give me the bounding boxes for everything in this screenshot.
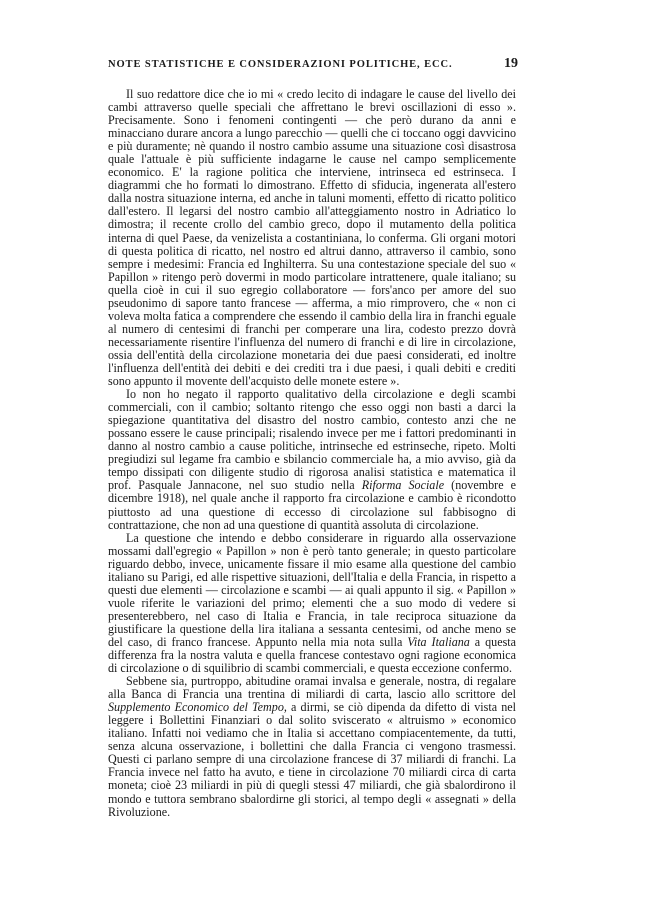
italic-title: Riforma Sociale <box>361 478 445 493</box>
italic-title: Vita Italiana <box>407 634 470 649</box>
italic-title: Supplemento Economico del Tempo, <box>108 700 287 715</box>
text-run: Io non ho negato il rapporto qualitativo della circolazione e degli scambi commerciali, con il cambio; soltanto ritengo che esso oggi non basti a darci la spiegazione quantitativa del disastro del nostro cambio, contesto anzi che ne possano essere le cause principali; risalendo invece per me i fattori predominanti in danno al nostro cambio a cause politiche, intrinseche ed estrinseche, ripeto. Molti pregiudizi sul legame fra cambio e sbilancio commerciale ha, a mio avviso, già da tempo dissipati con diligente studio di rigorosa analisi statistica e matematica il prof. Pasquale Jannacone, nel suo studio nella <box>108 387 516 493</box>
running-head: NOTE STATISTICHE E CONSIDERAZIONI POLITICHE, ECC. <box>108 59 453 70</box>
paragraph-1 <box>108 88 516 388</box>
page-number: 19 <box>504 56 518 71</box>
text-run: La questione che intendo e debbo considerare in riguardo alla osservazione mossami dall'egregio « Papillon » non è però tanto generale; in questo particolare riguardo debbo, invece, unicamente fissare il mio esame alla questione del cambio italiano su Parigi, ed alle rispettive situazioni, dell'Italia e della Francia, in rispetto a questi due elementi — circolazione e scambi — ai quali appunto il sig. « Papillon » vuole riferite le variazioni del primo; elementi che a suo modo di vedere si presenterebbero, nel caso di Italia e Francia, in tale reciproca situazione da giustificare la questione della lira italiana a sessanta centesimi, od anche meno se del caso, di franco francese. Appunto nella mia nota sulla <box>108 530 516 649</box>
paragraph-3 <box>108 532 516 676</box>
text-run: Il suo redattore dice che io mi « credo lecito di indagare le cause del livello dei cambi attraverso quelle speciali che affrettano le brevi oscillazioni di esso ». Precisamente. Sono i fenomeni contingenti — che però durano da anni e minacciano durare ancora a lungo parecchio — quelli che ci toccano oggi davvicino e più duramente; nè quando il nostro cambio assume una situazione così disastrosa quale l'attuale è più sufficiente indagarne le cause nel campo semplicemente economico. E' la ragione politica che interviene, intrinseca ed estrinseca. I diagrammi che ho formati lo dimostrano. Effetto di sfiducia, ingenerata all'estero dalla nostra situazione interna, ed anche in taluni momenti, effetto di ricatto politico dall'estero. Il legarsi del nostro cambio all'atteggiamento nostro in Adriatico lo dimostra; il recente crollo del cambio greco, dopo il mutamento della politica interna di quel Paese, da venizelista a costantiniana, lo conferma. Gli organi motori di questa politica di ricatto, nel nostro ed altrui danno, attraverso il cambio, sono sempre i medesimi: Francia ed Inghilterra. Su una contestazione speciale del suo « Papillon » ritengo però dovermi in modo particolare intrattenere, quale italiano; su quella cioè in cui il suo egregio collaboratore — fors'anco per amore del suo pseudonimo di sapore tanto francese — afferma, a mio rimprovero, che « non ci voleva molta fatica a comprendere che essendo il cambio della lira in franchi eguale al numero di centesimi di franchi per comperare una lira, codesto prezzo dovrà necessariamente risentire l'influenza del numero di franchi e di lire in circolazione, ossia dell'entità della circolazione monetaria dei due paesi considerati, ed inoltre l'influenza dell'entità dei debiti e dei crediti tra i due paesi, i quali debiti e crediti sono appunto il movente dell'acquisto delle monete estere ». <box>108 87 516 389</box>
body-text <box>108 88 516 819</box>
text-run: (novembre e dicembre 1918), nel quale anche il rapporto fra circolazione e cambio è ricondotto piuttosto ad una questione di eccesso di circolazione sul fabbisogno di contrattazione, che non ad una questione di quantità assoluta di circolazione. <box>108 478 517 532</box>
paragraph-2 <box>108 388 516 532</box>
text-run: a dirmi, se ciò dipenda da difetto di vista nel leggere i Bollettini Finanziari o dal solito sviscerato « altruismo » economico italiano. Infatti noi vediamo che in Italia si accettano compiacentemente, da tutti, senza alcuna osservazione, i bollettini che dalla Francia ci vengono trasmessi. Questi ci parlano sempre di una circolazione francese di 37 miliardi di franchi. La Francia invece nel fatto ha avuto, e tiene in circolazione 70 miliardi circa di carta moneta; cioè 23 miliardi in più di quegli stessi 47 miliardi, che già sbalordirono il mondo e tuttora sembrano sbalordirne gli storici, al tempo degli « assegnati » della Rivoluzione. <box>108 700 517 819</box>
text-run: a questa differenza fra la nostra valuta e quella francese contestavo ogni ragione economica di circolazione o di squilibrio di scambi commerciali, e questa eccezione confermo. <box>108 634 517 676</box>
paragraph-4 <box>108 675 516 819</box>
page-header <box>108 56 518 72</box>
text-run: Sebbene sia, purtroppo, abitudine oramai invalsa e generale, nostra, di regalare alla Banca di Francia una trentina di miliardi di carta, lascio allo scrittore del <box>108 674 516 702</box>
